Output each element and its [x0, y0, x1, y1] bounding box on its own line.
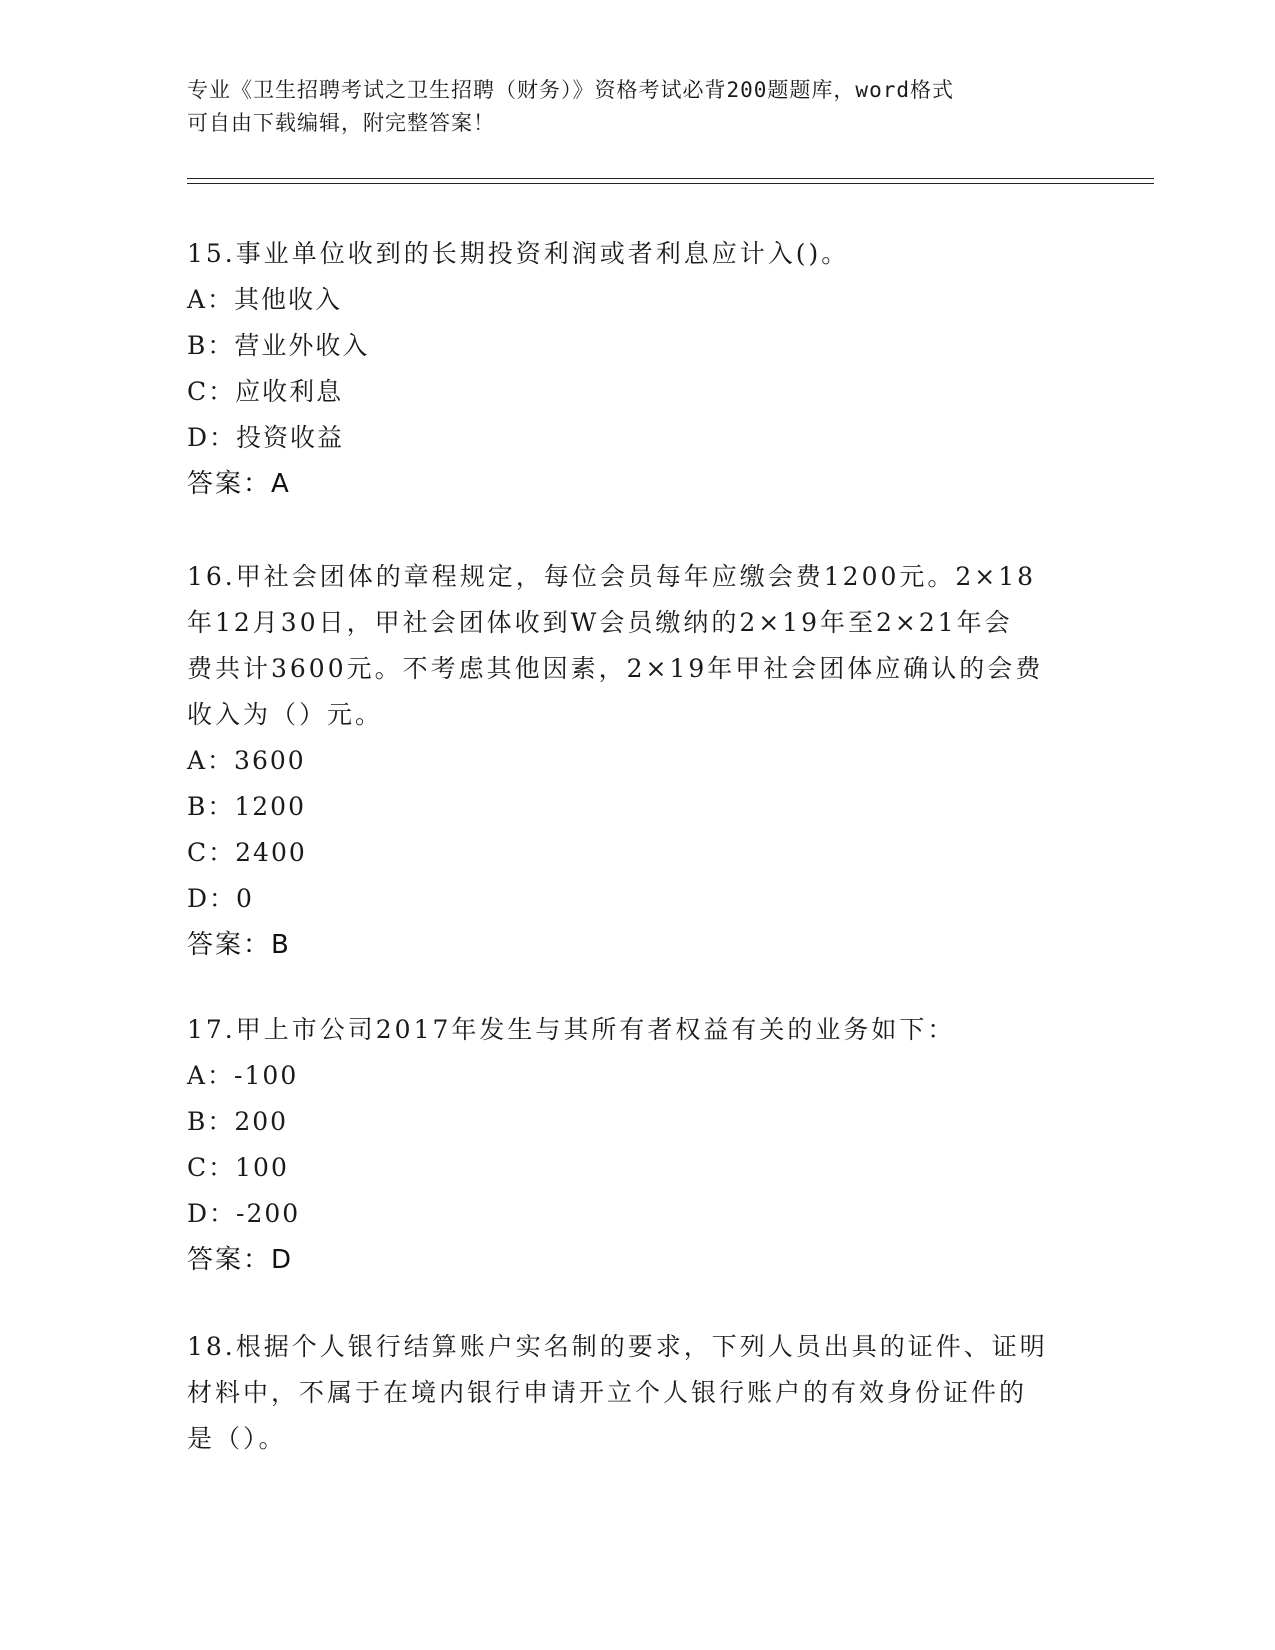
option-a: A：3600 [187, 746, 306, 775]
question-text-line: 17.甲上市公司2017年发生与其所有者权益有关的业务如下： [187, 1015, 956, 1044]
question-text-line: 是（）。 [187, 1424, 287, 1453]
question-text-line: 收入为（）元。 [187, 700, 384, 729]
question-18 [187, 1324, 1087, 1462]
option-b: B：200 [187, 1107, 289, 1136]
header-divider-bottom [187, 183, 1154, 184]
option-d: D：投资收益 [187, 423, 345, 452]
header-line-2: 可自由下载编辑，附完整答案！ [187, 111, 495, 135]
question-17 [187, 1007, 1087, 1283]
question-text-line: 15.事业单位收到的长期投资利润或者利息应计入()。 [187, 239, 850, 268]
answer-line: 答案：B [187, 930, 291, 960]
option-d: D：0 [187, 884, 254, 913]
option-b: B：1200 [187, 792, 306, 821]
header-line-1: 专业《卫生招聘考试之卫生招聘（财务）》资格考试必背200题题库，word格式 [187, 78, 954, 102]
answer-line: 答案：A [187, 469, 291, 499]
answer-line: 答案：D [187, 1245, 294, 1275]
option-c: C：2400 [187, 838, 307, 867]
option-a: A：其他收入 [187, 285, 343, 314]
option-c: C：应收利息 [187, 377, 344, 406]
question-text-line: 材料中，不属于在境内银行申请开立个人银行账户的有效身份证件的 [187, 1378, 1028, 1407]
document-header [187, 74, 1077, 140]
question-16 [187, 554, 1087, 968]
option-a: A：-100 [187, 1061, 299, 1090]
question-text-line: 费共计3600元。不考虑其他因素，2×19年甲社会团体应确认的会费 [187, 654, 1044, 683]
question-text-line: 18.根据个人银行结算账户实名制的要求，下列人员出具的证件、证明 [187, 1332, 1048, 1361]
question-text-line: 16.甲社会团体的章程规定，每位会员每年应缴会费1200元。2×18 [187, 562, 1037, 591]
question-15 [187, 231, 1087, 507]
option-b: B：营业外收入 [187, 331, 370, 360]
header-divider-top [187, 178, 1154, 179]
question-text-line: 年12月30日，甲社会团体收到W会员缴纳的2×19年至2×21年会 [187, 608, 1013, 637]
option-c: C：100 [187, 1153, 289, 1182]
option-d: D：-200 [187, 1199, 301, 1228]
